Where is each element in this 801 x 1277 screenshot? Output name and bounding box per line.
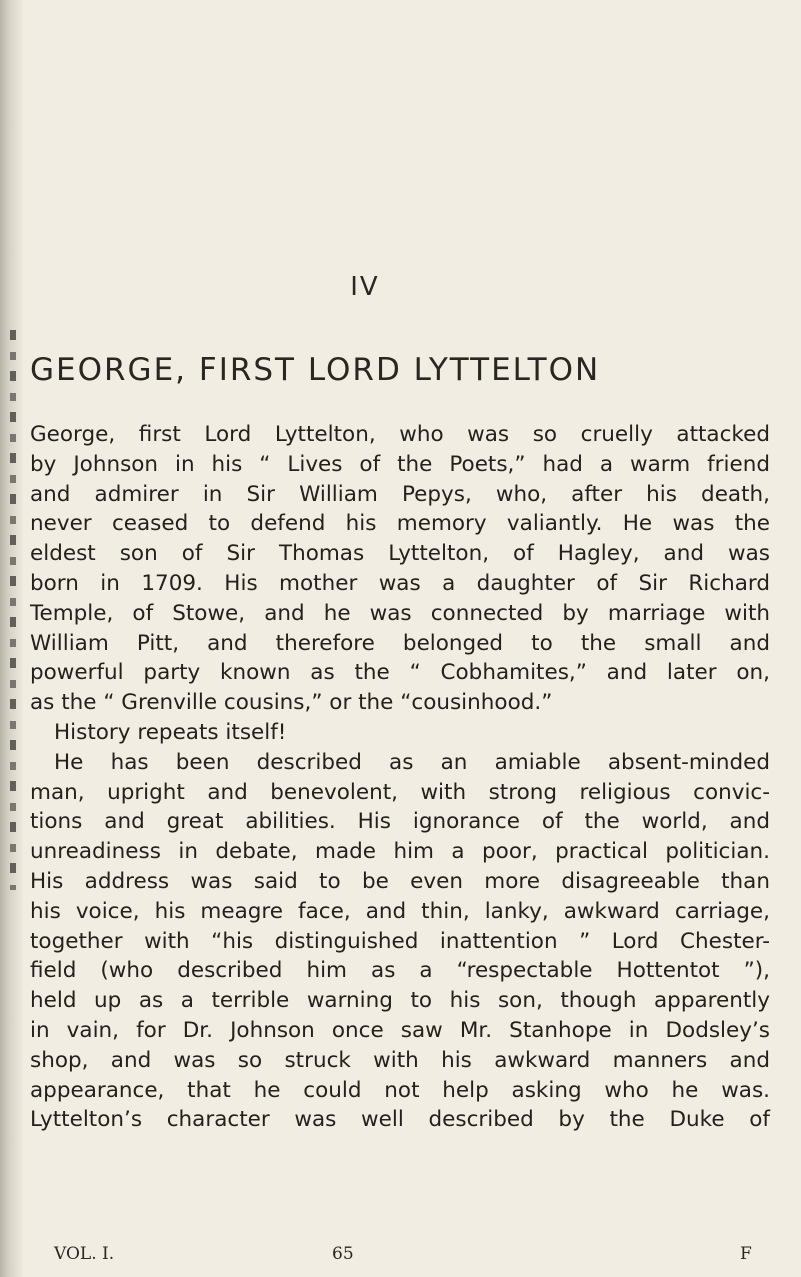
text-line: field (who described him as a “respectable Hottentot ”), bbox=[30, 958, 770, 984]
chapter-number: IV bbox=[350, 272, 380, 302]
text-line: and admirer in Sir William Pepys, who, after his death, bbox=[30, 481, 770, 507]
body-text bbox=[30, 420, 770, 1135]
text-line: History repeats itself! bbox=[54, 719, 287, 745]
text-line: as the “ Grenville cousins,” or the “cousinhood.” bbox=[30, 690, 553, 716]
binding-marks bbox=[10, 330, 16, 890]
text-line: by Johnson in his “ Lives of the Poets,” had a warm friend bbox=[30, 451, 770, 477]
text-line: shop, and was so struck with his awkward manners and bbox=[30, 1047, 770, 1073]
text-line: His address was said to be even more disagreeable than bbox=[30, 868, 770, 894]
text-line: powerful party known as the “ Cobhamites,” and later on, bbox=[30, 660, 770, 686]
text-line: in vain, for Dr. Johnson once saw Mr. Stanhope in Dodsley’s bbox=[30, 1017, 770, 1043]
text-line: never ceased to defend his memory valiantly. He was the bbox=[30, 511, 770, 537]
text-line: born in 1709. His mother was a daughter of Sir Richard bbox=[30, 570, 770, 596]
text-line: his voice, his meagre face, and thin, lanky, awkward carriage, bbox=[30, 898, 770, 924]
volume-label: VOL. I. bbox=[54, 1244, 115, 1264]
text-line: tions and great abilities. His ignorance of the world, and bbox=[30, 809, 770, 835]
text-line: William Pitt, and therefore belonged to the small and bbox=[30, 630, 770, 656]
text-line: held up as a terrible warning to his son, though apparently bbox=[30, 988, 770, 1014]
chapter-title: GEORGE, FIRST LORD LYTTELTON bbox=[30, 352, 601, 388]
text-line: He has been described as an amiable absent-minded bbox=[54, 749, 770, 775]
text-line: Lyttelton’s character was well described by the Duke of bbox=[30, 1107, 770, 1133]
page-number: 65 bbox=[332, 1244, 354, 1264]
text-line: appearance, that he could not help asking who he was. bbox=[30, 1077, 770, 1103]
text-line: George, first Lord Lyttelton, who was so cruelly attacked bbox=[30, 422, 770, 447]
text-line: man, upright and benevolent, with strong religious convic- bbox=[30, 779, 770, 805]
text-line: unreadiness in debate, made him a poor, practical politician. bbox=[30, 839, 770, 865]
text-line: Temple, of Stowe, and he was connected by marriage with bbox=[30, 600, 770, 626]
text-line: together with “his distinguished inattention ” Lord Chester- bbox=[30, 928, 770, 954]
text-line: eldest son of Sir Thomas Lyttelton, of Hagley, and was bbox=[30, 541, 770, 567]
signature-mark: F bbox=[740, 1244, 752, 1264]
